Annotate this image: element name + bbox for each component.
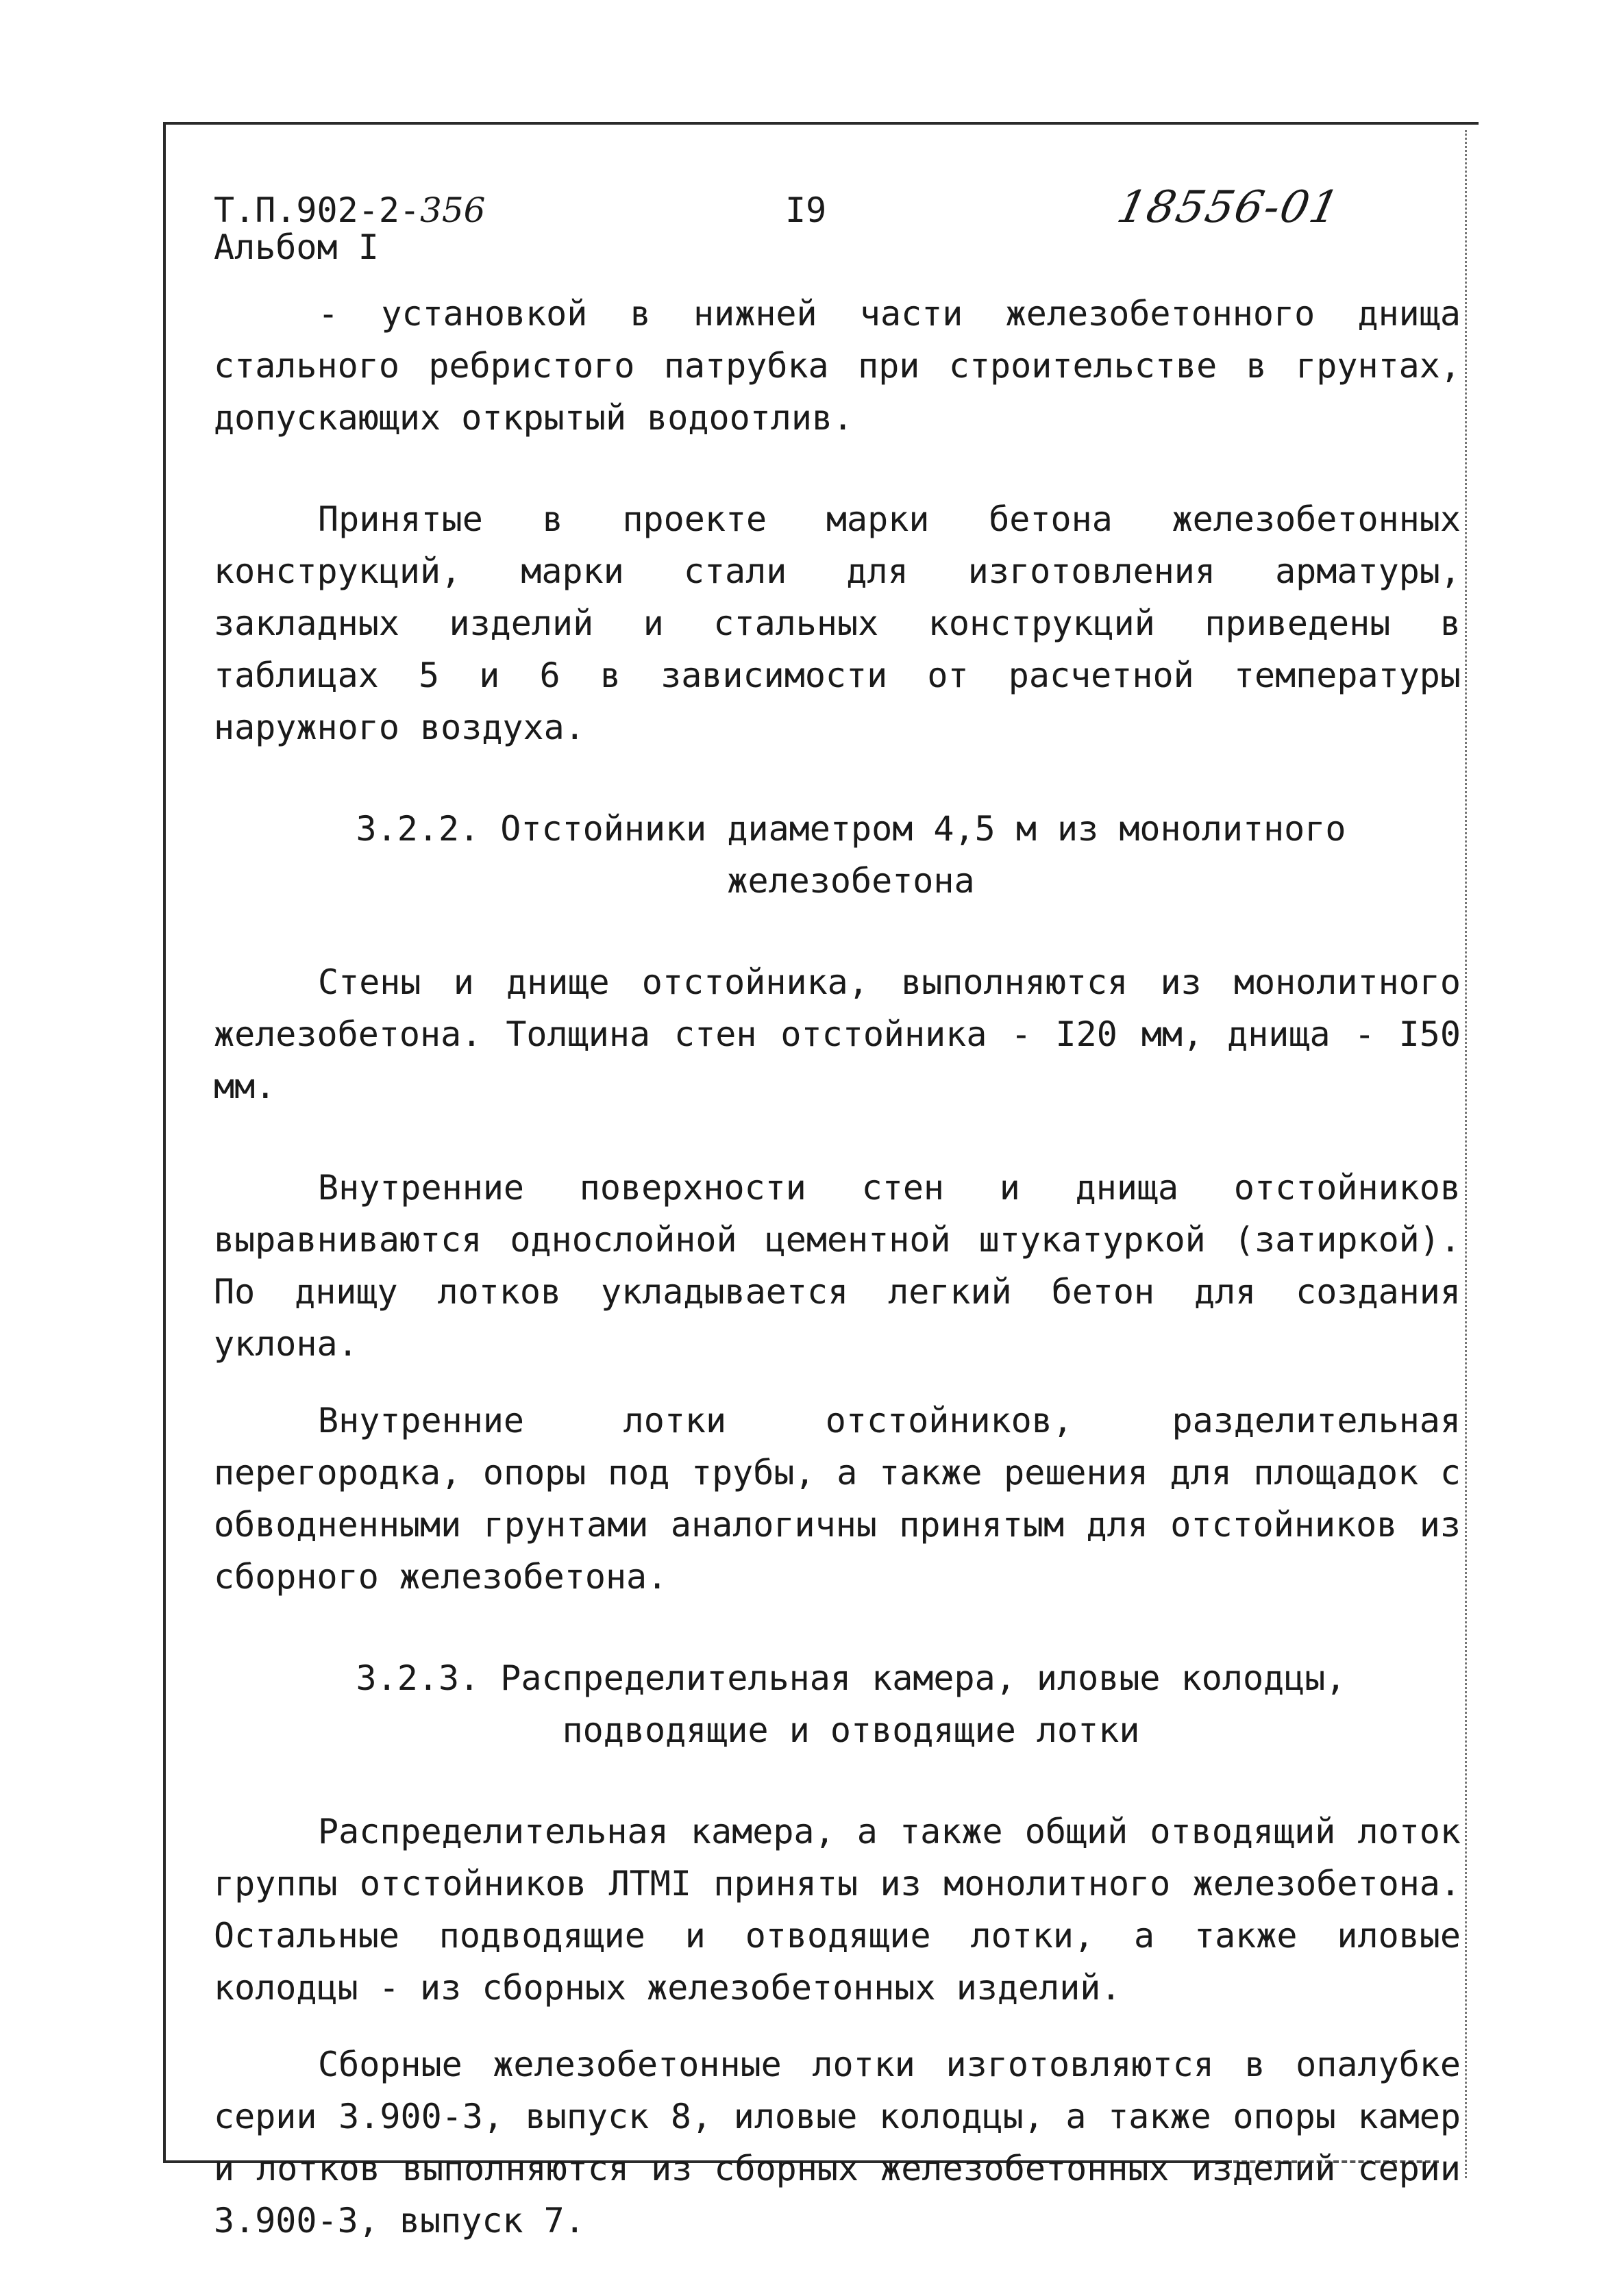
paragraph-installation-note: - установкой в нижней части железобетонного днища стального ребристого патрубка при строительстве в грунтах, допускающих открытый водоотлив. — [214, 294, 1461, 438]
section-heading-3-2-2-line2: железобетона — [727, 861, 975, 901]
section-heading-3-2-2 — [214, 803, 1461, 907]
page-header — [214, 182, 1474, 273]
inventory-stamp: 18556-01 — [1113, 182, 1345, 233]
paragraph-inner-trays: Внутренние лотки отстойников, разделительная перегородка, опоры под трубы, а также решения для площадок с обводненными грунтами аналогичны принятым для отстойников из сборного железобетона. — [214, 1401, 1461, 1597]
paragraph-inner-surfaces: Внутренние поверхности стен и днища отстойников выравниваются однослойной цементной штукатуркой (затиркой). По днищу лотков укладывается легкий бетон для создания уклона. — [214, 1168, 1461, 1364]
paragraph-walls-and-bottom: Стены и днище отстойника, выполняются из монолитного железобетона. Толщина стен отстойника - I20 мм, днища - I50 мм. — [214, 962, 1461, 1106]
document-code-prefix: Т.П.902-2- — [214, 190, 421, 230]
paragraph-concrete-grades: Принятые в проекте марки бетона железобетонных конструкций, марки стали для изготовления арматуры, закладных изделий и стальных конструкций приведены в таблицах 5 и 6 в зависимости от расчетной температуры наружного воздуха. — [214, 499, 1461, 747]
album-label: Альбом I — [214, 227, 379, 267]
page-frame-top-line — [163, 122, 1479, 125]
document-body — [214, 288, 1461, 2296]
section-heading-3-2-3-line1: 3.2.3. Распределительная камера, иловые колодцы, — [356, 1658, 1346, 1698]
paragraph-precast-trays: Сборные железобетонные лотки изготовляются в опалубке серии 3.900-3, выпуск 8, иловые колодцы, а также опоры камер и лотков выполняются из сборных железобетонных изделий серии 3.900-3, выпуск 7. — [214, 2045, 1461, 2241]
page-number: I9 — [785, 190, 827, 230]
document-code — [214, 190, 485, 230]
section-heading-3-2-2-line1: 3.2.2. Отстойники диаметром 4,5 м из монолитного — [356, 809, 1346, 849]
section-heading-3-2-3-line2: подводящие и отводящие лотки — [562, 1710, 1140, 1750]
section-heading-3-2-3 — [214, 1652, 1461, 1756]
page-frame-right-line — [1465, 130, 1467, 2178]
page-frame-left-line — [163, 122, 166, 2160]
paragraph-distribution-chamber: Распределительная камера, а также общий отводящий лоток группы отстойников ЛТМI приняты из монолитного железобетона. Остальные подводящие и отводящие лотки, а также иловые колодцы - из сборных железобетонных изделий. — [214, 1812, 1461, 2008]
document-code-suffix: 356 — [420, 190, 486, 230]
